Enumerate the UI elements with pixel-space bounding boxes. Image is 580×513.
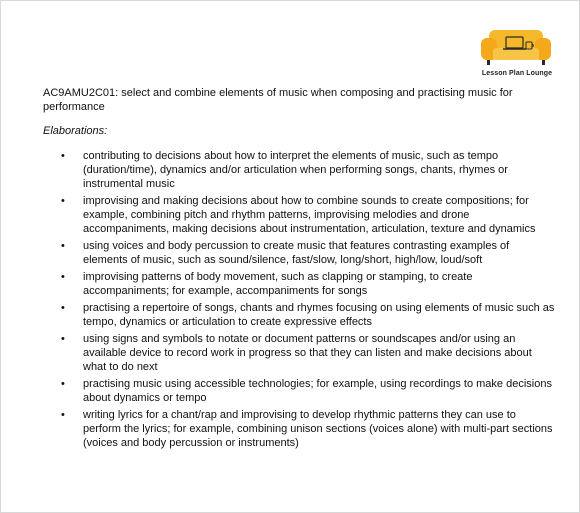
elaborations-label-colon: : bbox=[104, 125, 108, 137]
elaborations-label bbox=[43, 124, 555, 138]
list-item-text: improvising and making decisions about how to combine sounds to create compositions; for example, combining pitch and rhythm patterns, improvising melodies and drone accompaniments, making decisions about instrumentation, articulation, texture and dynamics bbox=[83, 195, 536, 235]
document-body bbox=[43, 86, 555, 453]
list-item-text: using voices and body percussion to create music that features contrasting examples of elements of music, such as sound/silence, fast/slow, long/short, high/low, loud/soft bbox=[83, 240, 510, 266]
list-item-text: writing lyrics for a chant/rap and improvising to develop rhythmic patterns they can use to perform the lyrics; for example, combining unison sections (voices alone) with multi-part sections (voices and body percussion or instruments) bbox=[83, 409, 553, 449]
list-item bbox=[43, 408, 555, 450]
content-description-text: : select and combine elements of music when composing and practising music for performance bbox=[43, 87, 513, 113]
list-item bbox=[43, 377, 555, 405]
curriculum-code: AC9AMU2C01 bbox=[43, 87, 116, 99]
bullet-icon: • bbox=[61, 240, 65, 252]
list-item bbox=[43, 301, 555, 329]
bullet-icon: • bbox=[61, 409, 65, 421]
list-item bbox=[43, 149, 555, 191]
bullet-icon: • bbox=[61, 195, 65, 207]
bullet-icon: • bbox=[61, 302, 65, 314]
bullet-icon: • bbox=[61, 150, 65, 162]
list-item bbox=[43, 332, 555, 374]
list-item-text: practising music using accessible technologies; for example, using recordings to make decisions about dynamics or tempo bbox=[83, 378, 552, 404]
list-item-text: using signs and symbols to notate or document patterns or soundscapes and/or using an available device to record work in progress so that they can listen and make decisions about what to do next bbox=[83, 333, 532, 373]
list-item bbox=[43, 194, 555, 236]
list-item bbox=[43, 270, 555, 298]
elaborations-list bbox=[43, 149, 555, 450]
content-description-heading bbox=[43, 86, 555, 114]
list-item-text: contributing to decisions about how to interpret the elements of music, such as tempo (duration/time), dynamics and/or articulation when performing songs, chants, rhymes or instrumental music bbox=[83, 150, 508, 190]
bullet-icon: • bbox=[61, 333, 65, 345]
bullet-icon: • bbox=[61, 271, 65, 283]
elaborations-label-text: Elaborations bbox=[43, 125, 105, 137]
list-item-text: improvising patterns of body movement, such as clapping or stamping, to create accompaniments; for example, accompaniments for songs bbox=[83, 271, 473, 297]
bullet-icon: • bbox=[61, 378, 65, 390]
list-item-text: practising a repertoire of songs, chants and rhymes focusing on using elements of music such as tempo, dynamics or articulation to create expressive effects bbox=[83, 302, 555, 328]
list-item bbox=[43, 239, 555, 267]
logo-caption: Lesson Plan Lounge bbox=[481, 70, 553, 77]
